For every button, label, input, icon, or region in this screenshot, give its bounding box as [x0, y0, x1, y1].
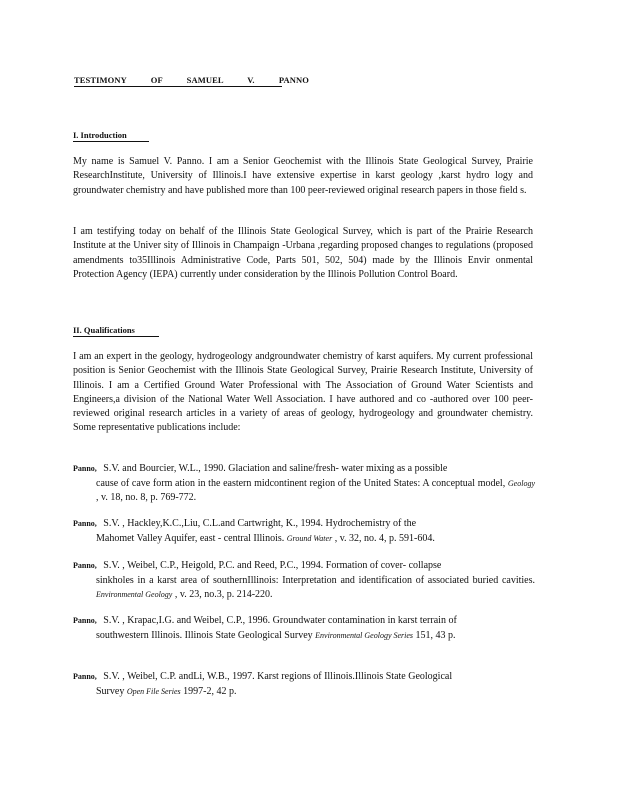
- reference-journal: Geology: [507, 478, 535, 488]
- reference-text: cause of cave form ation in the eastern midcontinent region of the United States: A conceptual model,: [96, 477, 508, 489]
- reference-line: S.V. and Bourcier, W.L., 1990. Glaciation and saline/fresh- water mixing as a possible: [103, 463, 448, 474]
- reference-journal: Ground Water: [286, 533, 333, 543]
- section-heading-introduction: I. Introduction: [73, 129, 149, 142]
- reference-journal: Open File Series: [126, 686, 181, 696]
- document-title: TESTIMONY OF SAMUEL V. PANNO: [74, 75, 309, 85]
- reference-text: Survey: [96, 685, 127, 697]
- reference-journal: Environmental Geology: [96, 590, 173, 599]
- reference-details: , v. 23, no.3, p. 214-220.: [172, 589, 273, 600]
- reference-details: , v. 32, no. 4, p. 591-604.: [332, 532, 435, 544]
- section-heading-qualifications: II. Qualifications: [73, 324, 159, 337]
- paragraph-qualifications: I am an expert in the geology, hydrogeology andgroundwater chemistry of karst aquifers. My current professional position is Senior Geochemist with the Illinois State Geological Survey, Prairie Research Institute, University of Illinois. I am a Certified Ground Water Professional with The Association of Ground Water Scientists and Engineers,a division of the National Water Well Association. I have authored and co -authored over 100 peer- reviewed original research articles in a variety of areas of geology, hydrogeology and groundwater chemistry. Some representative publications include:: [73, 351, 533, 434]
- reference-line: S.V. , Weibel, C.P., Heigold, P.C. and Reed, P.C., 1994. Formation of cover- collapse: [103, 560, 442, 571]
- reference-line: S.V. , Krapac,I.G. and Weibel, C.P., 1996. Groundwater contamination in karst terrain of: [103, 615, 457, 626]
- reference-details: 151, 43 p.: [413, 629, 456, 641]
- reference-author: Panno,: [73, 464, 97, 473]
- reference-line: S.V. , Hackley,K.C.,Liu, C.L.and Cartwright, K., 1994. Hydrochemistry of the: [103, 518, 417, 529]
- paragraph-intro-2: I am testifying today on behalf of the Illinois State Geological Survey, which is part of the Prairie Research Institute at the Univer sity of Illinois in Champaign -Urbana ,regarding proposed changes to regulations (proposed amendments to35Illinois Administrative Code, Parts 501, 502, 504) made by the Illinois Envir onmental Protection Agency (IEPA) currently under consideration by the Illinois Pollution Control Board.: [73, 226, 533, 280]
- reference-journal: Environmental Geology Series: [315, 630, 414, 640]
- reference-author: Panno,: [73, 561, 97, 570]
- reference-text: southwestern Illinois. Illinois State Geological Survey: [96, 629, 316, 641]
- reference-text: sinkholes in a karst area of southernIllinois: Interpretation and identification of associated buried cavities.: [96, 574, 535, 586]
- reference-item: [73, 614, 535, 643]
- reference-line: S.V. , Weibel, C.P. andLi, W.B., 1997. Karst regions of Illinois.Illinois State Geological: [103, 671, 453, 682]
- reference-details: , v. 18, no. 8, p. 769-772.: [96, 492, 197, 503]
- reference-author: Panno,: [73, 672, 97, 681]
- reference-item: [73, 517, 535, 546]
- reference-author: Panno,: [73, 616, 97, 625]
- reference-item: [73, 462, 535, 506]
- reference-text: Mahomet Valley Aquifer, east - central Illinois.: [96, 532, 287, 544]
- paragraph-intro-1: My name is Samuel V. Panno. I am a Senior Geochemist with the Illinois State Geological Survey, Prairie ResearchInstitute, University of Illinois.I have extensive expertise in karst geology ,karst hydro logy and groundwater chemistry and have published more than 100 peer-reviewed original research papers in those field s.: [73, 156, 533, 196]
- reference-item: [73, 559, 535, 603]
- reference-item: [73, 670, 535, 699]
- reference-details: 1997-2, 42 p.: [180, 685, 237, 697]
- reference-author: Panno,: [73, 519, 97, 528]
